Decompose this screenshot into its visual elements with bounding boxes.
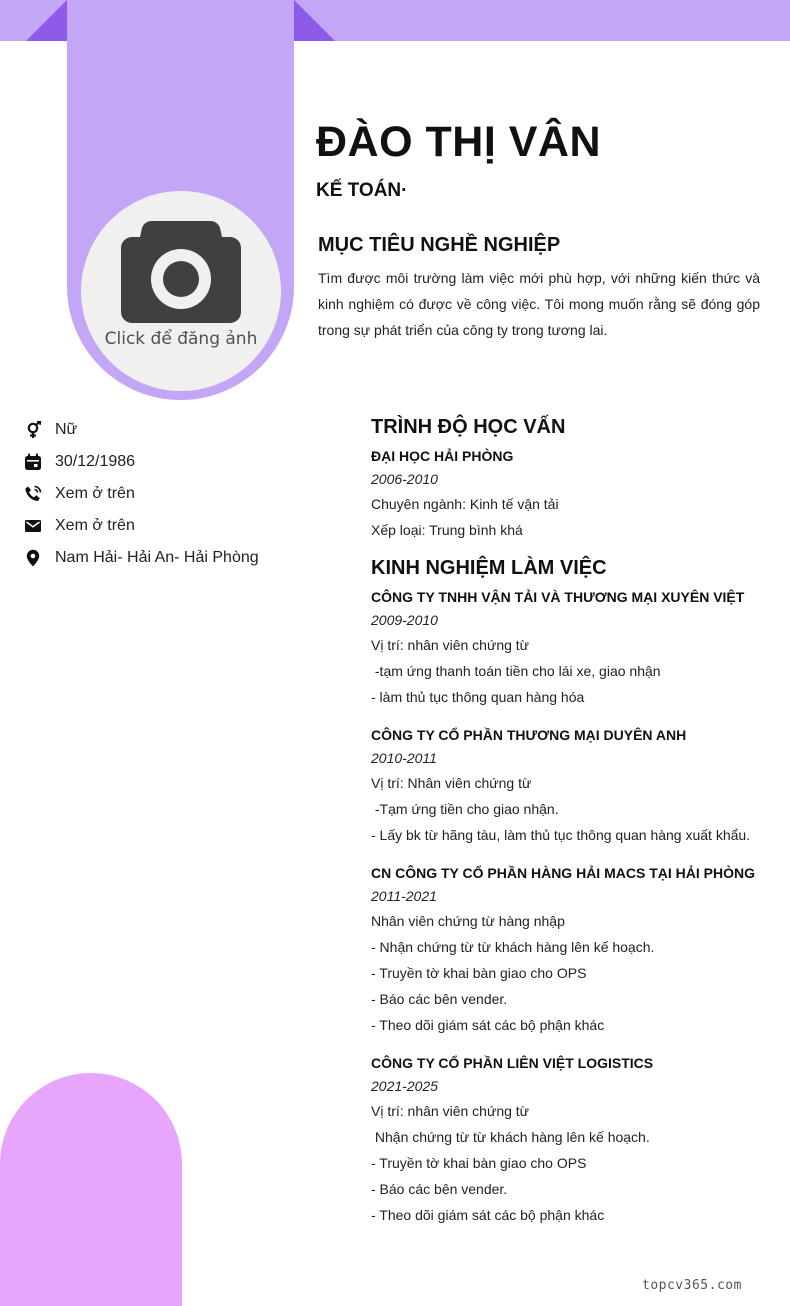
contact-gender [24, 414, 259, 446]
contact-info [24, 414, 259, 574]
job-title: KẾ TOÁN· [316, 180, 408, 201]
photo-upload-label: Click để đăng ảnh [104, 329, 258, 349]
experience-period: 2011-2021 [371, 888, 437, 904]
experience-line: Nhân viên chứng từ hàng nhập [371, 913, 565, 929]
education-line: Xếp loại: Trung bình khá [371, 522, 523, 538]
experience-line: - Truyền tờ khai bàn giao cho OPS [371, 965, 587, 981]
calendar-icon [24, 453, 42, 471]
contact-address-value: Nam Hải- Hải An- Hải Phòng [55, 549, 259, 566]
camera-icon [121, 219, 241, 323]
objective-title: MỤC TIÊU NGHỀ NGHIỆP [318, 234, 561, 256]
contact-phone [24, 478, 259, 510]
experience-line: - Báo các bên vender. [371, 991, 508, 1007]
contact-email-value: Xem ở trên [55, 517, 135, 534]
objective-text: Tìm được môi trường làm việc mới phù hợp, với những kiến thức và kinh nghiệm có được về công việc. Tôi mong muốn rằng sẽ đóng góp trong sự phát triển của công ty trong tương lai. [318, 270, 760, 338]
education-line: Chuyên ngành: Kinh tế vận tải [371, 496, 559, 512]
objective-section [318, 234, 760, 343]
contact-phone-value: Xem ở trên [55, 485, 135, 502]
experience-entry [371, 724, 771, 848]
experience-line: - Lấy bk từ hãng tàu, làm thủ tục thông quan hàng xuất khẩu. [371, 827, 751, 843]
experience-line: - Nhận chứng từ từ khách hàng lên kế hoạch. [371, 939, 655, 955]
contact-birthdate [24, 446, 259, 478]
photo-upload[interactable] [81, 191, 281, 391]
experience-period: 2021-2025 [371, 1078, 438, 1094]
main-column [371, 416, 771, 1242]
phone-icon [24, 485, 42, 503]
experience-line: - Báo các bên vender. [371, 1181, 508, 1197]
experience-org: CÔNG TY TNHH VẬN TẢI VÀ THƯƠNG MẠI XUYÊN VIỆT [371, 589, 745, 605]
education-title: TRÌNH ĐỘ HỌC VẤN [371, 416, 566, 438]
gender-icon [24, 421, 42, 439]
candidate-name: ĐÀO THỊ VÂN [316, 118, 601, 166]
ribbon-fold-right [294, 0, 335, 41]
education-entry [371, 445, 771, 543]
contact-gender-value: Nữ [55, 421, 78, 438]
experience-line: - Theo dõi giám sát các bộ phận khác [371, 1017, 605, 1033]
contact-address [24, 542, 259, 574]
experience-line: -tạm ứng thanh toán tiền cho lái xe, giao nhận [371, 663, 661, 679]
experience-entry [371, 862, 771, 1038]
experience-title: KINH NGHIỆM LÀM VIỆC [371, 557, 607, 579]
experience-line: Vị trí: Nhân viên chứng từ [371, 775, 532, 791]
experience-line: Vị trí: nhân viên chứng từ [371, 1103, 530, 1119]
experience-entry [371, 586, 771, 710]
watermark: topcv365.com [642, 1278, 742, 1293]
decorative-shape [0, 1073, 182, 1306]
experience-line: Nhận chứng từ từ khách hàng lên kế hoạch. [371, 1129, 650, 1145]
education-period: 2006-2010 [371, 471, 438, 487]
experience-period: 2010-2011 [371, 750, 437, 766]
experience-line: - làm thủ tục thông quan hàng hóa [371, 689, 585, 705]
experience-entry [371, 1052, 771, 1228]
ribbon-fold-left [26, 0, 67, 41]
experience-org: CÔNG TY CỔ PHẦN THƯƠNG MẠI DUYÊN ANH [371, 727, 687, 743]
experience-org: CN CÔNG TY CỔ PHẦN HÀNG HẢI MACS TẠI HẢI PHÒNG [371, 865, 755, 881]
education-org: ĐẠI HỌC HẢI PHÒNG [371, 448, 514, 464]
experience-period: 2009-2010 [371, 612, 438, 628]
experience-line: - Theo dõi giám sát các bộ phận khác [371, 1207, 605, 1223]
email-icon [24, 517, 42, 535]
location-icon [24, 549, 42, 567]
experience-line: -Tạm ứng tiền cho giao nhận. [371, 801, 559, 817]
contact-birthdate-value: 30/12/1986 [55, 453, 136, 470]
contact-email [24, 510, 259, 542]
experience-line: Vị trí: nhân viên chứng từ [371, 637, 530, 653]
experience-org: CÔNG TY CỔ PHẦN LIÊN VIỆT LOGISTICS [371, 1055, 654, 1071]
experience-line: - Truyền tờ khai bàn giao cho OPS [371, 1155, 587, 1171]
